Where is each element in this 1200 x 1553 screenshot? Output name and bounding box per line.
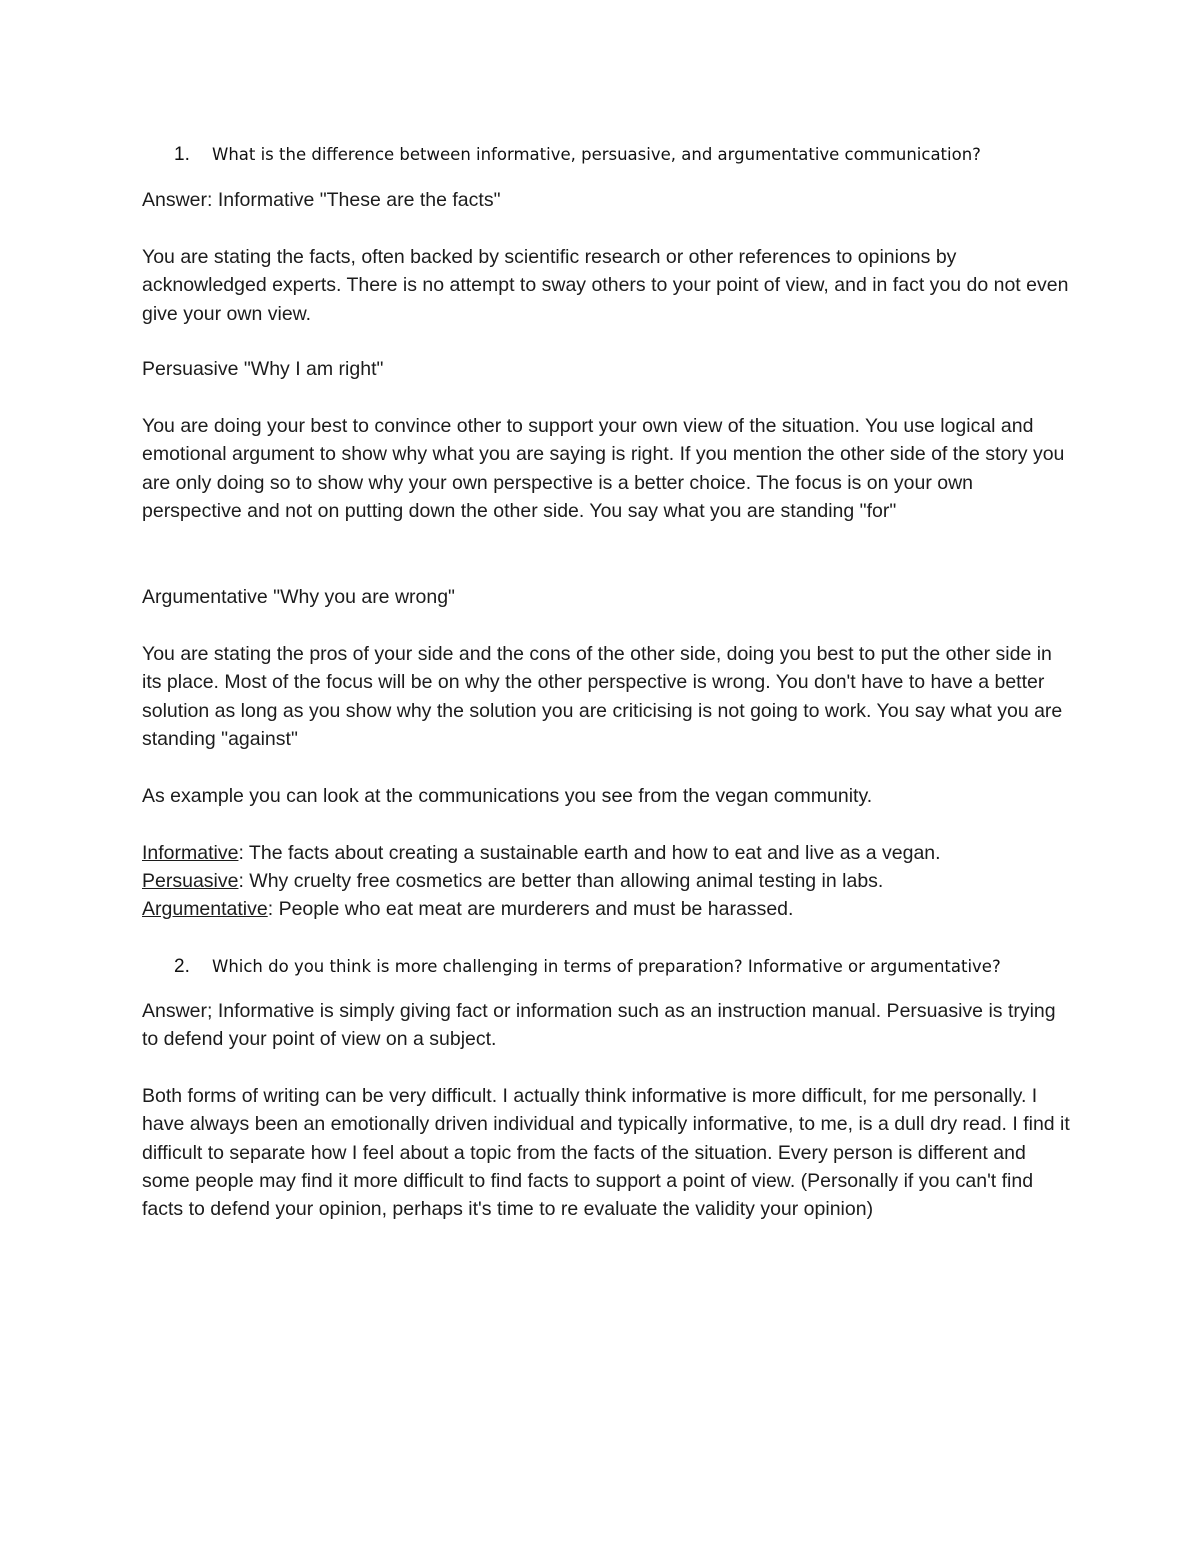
persuasive-paragraph: You are doing your best to convince other to support your own view of the situation. You use logical and emotional argument to show why what you are saying is right. If you mention the other side of the story you are only doing so to show why your own perspective is a better choice. The focus is on your own perspective and not on putting down the other side. You say what you are standing "for": [142, 415, 1065, 522]
answer-2-paragraph-2: Both forms of writing can be very difficult. I actually think informative is more difficult, for me personally. I have always been an emotionally driven individual and typically informative, to me, is a dull dry read. I find it difficult to separate how I feel about a topic from the facts of the situation. Every person is different and some people may find it more difficult to find facts to support a point of view. (Personally if you can't find facts to defend your opinion, perhaps it's time to re evaluate the validity your opinion): [142, 1085, 1070, 1221]
persuasive-heading: Persuasive "Why I am right": [142, 358, 384, 380]
answer-1-informative-paragraph: You are stating the facts, often backed by scientific research or other references to opinions by acknowledged experts. There is no attempt to sway others to your point of view, and in fact you do not even give your own view.: [142, 246, 1069, 325]
answer-2-paragraph-1: Answer; Informative is simply giving fact or information such as an instruction manual. Persuasive is trying to defend your point of view on a subject.: [142, 1000, 1056, 1051]
example-text: : People who eat meat are murderers and must be harassed.: [267, 898, 794, 920]
vegan-example-intro: As example you can look at the communications you see from the vegan community.: [142, 785, 873, 807]
question-1: [174, 144, 981, 166]
example-term: Persuasive: [142, 870, 239, 892]
example-text: : Why cruelty free cosmetics are better than allowing animal testing in labs.: [238, 870, 884, 892]
example-persuasive: [142, 867, 1072, 895]
example-argumentative: [142, 895, 1072, 923]
answer-1-heading: Answer: Informative "These are the facts": [142, 189, 501, 211]
argumentative-heading: Argumentative "Why you are wrong": [142, 586, 455, 608]
question-1-number: 1.: [174, 144, 190, 165]
example-term: Argumentative: [142, 898, 268, 920]
question-1-text: What is the difference between informative, persuasive, and argumentative communication?: [212, 145, 981, 164]
example-informative: [142, 839, 1072, 867]
question-2-text: Which do you think is more challenging in terms of preparation? Informative or argumentative?: [212, 957, 1001, 976]
question-2: [174, 956, 1001, 978]
example-text: : The facts about creating a sustainable earth and how to eat and live as a vegan.: [238, 842, 941, 864]
argumentative-paragraph: You are stating the pros of your side and the cons of the other side, doing you best to put the other side in its place. Most of the focus will be on why the other perspective is wrong. You don't have to have a better solution as long as you show why the solution you are criticising is not going to work. You say what you are standing "against": [142, 643, 1063, 750]
example-term: Informative: [142, 842, 239, 864]
question-2-number: 2.: [174, 956, 190, 977]
